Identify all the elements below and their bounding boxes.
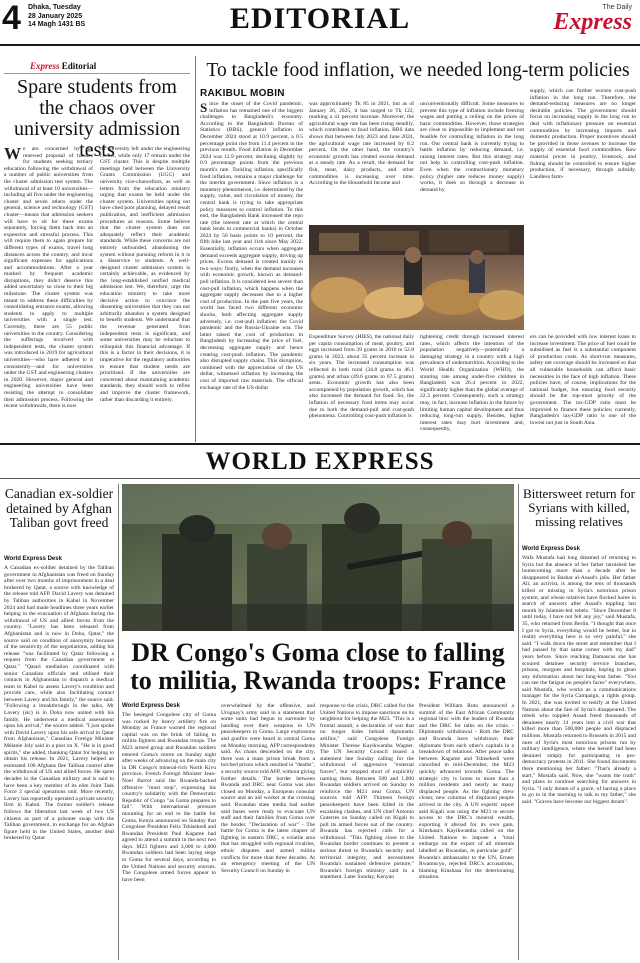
world-left-divider [118,484,119,960]
page-number: 4 [2,0,21,37]
world-banner-rule [0,478,640,479]
world-main-text-1: The besieged Congolese city of Goma was rocked by heavy artillery fire on Monday as France warned the regional capital was on the brink of falling to militia fighters and Rwandan troops. The M23 armed group and Rwandan soldiers entered Goma's centre on Sunday night after weeks of advancing on the main city in DR Congo's mineral-rich North Kivu province. French Foreign Minister Jean-Noel Barrot said the Rwanda-backed offensive "must stop", expressing his country's solidarity with the Democratic Republic of Congo "as Goma prepares to fall". With international pressure mounting for an end to the battle for Goma, Kenya announced on Sunday that Congolese President Felix Tshisekedi and Rwandan President Paul Kagame had agreed to attend a summit in the next two days. M23 fighters and 3,000 to 4,000 Rwandan soldiers had been laying siege to Goma for several days, according to the United Nations and security sources. The Congolese armed forces appear to have been [122,712,216,883]
world-main-text-3: response to the crisis, DRC called for the United Nations to impose sanctions on its neighbour for helping the M23. "This is a frontal assault, a declaration of war that no longer hides behind diplomatic artifice," said Congolese Foreign Minister Therese Kayikwamba Wagner. The UN Security Council issued a statement late Sunday calling for the withdrawal of aggressive "external forces", but stopped short of explicitly naming them. Between 500 and 1,000 Rwandan soldiers arrived on Sunday to reinforce the M23 near Goma, UN sources told AFP. Thirteen foreign peacekeepers have been killed in the escalating clashes, and UN chief Antonio Guterres on Sunday called on Kigali to pull its armed forces out of the country. Rwanda has rejected calls for a withdrawal. "This fighting close to the Rwandan border continues to present a serious threat to Rwanda's security and territorial integrity, and necessitates Rwanda's sustained defensive posture," Rwanda's foreign ministry said in a statement. Later Sunday, Kenyan [320,703,414,881]
section-title: EDITORIAL [229,2,411,35]
column-body-2: was approximately Tk 85 in 2021, but as of January 26, 2025, it has surged to Tk 122, marking a 41 percent increase. Moreover, the agricultural wage rate has been rising steadily, which contributes to food inflation. BBS data shows that between July 2023 and June 2024, the agricultural wage rate increased by 8.2 percent. On the other hand, the country's economic growth has created excess demand at a steady rate. As a result, the demand for fish, meat, dairy products, and other commodities is increasing over time. According to the Household Income and [309,101,414,187]
column-headline: To tackle food inflation, we needed long-term policies [206,60,630,81]
column-col-2 [309,101,414,221]
world-left-desk: World Express Desk [4,556,62,562]
editorial-headline: Spare students from the chaos over university admission tests [13,76,181,161]
column-body-2b: Expenditure Survey (HIES), the national daily per capita consumption of meat, poultry, and eggs increased from 39 grams in 2016 to 52.8 grams in 2022, about 35 percent increase in six years. The increased consumption was reflected in both rural (34.8 grams to 46.1 grams) and urban (49.6 grams to 67.5 grams) areas. Economic growth has also been accompanied by population growth, which has also increased the demand for food. So, the inflation of necessary food items may occur due to both the demand-pull and cost-push phenomena. Controlling cost-push inflation is [309,334,414,420]
world-left-body [4,565,114,959]
column-col-3 [420,101,524,221]
column-body-3: unconventionally difficult. Some measures to prevent this type of inflation include freezing wages and putting a ceiling on the prices of basic commodities. However, those strategies are close to impossible to implement and not feasible for controlling inflation in the long run. Our central bank is currently trying to battle inflation by reducing demand, i.e. raising interest rates. But this strategy may not help in controlling cost-push inflation. Even when the contractionary monetary policy (higher rate reduces money supply) works, it does so through a decrease in demand by [420,101,524,193]
editorial-col-1 [4,146,93,438]
masthead [0,0,640,44]
world-main-text-2: overwhelmed by the offensive, and Uruguay's army said in a statement that some units had begun to surrender by handing over their weapons to UN peacekeepers in Goma. Large explosions and gunfire were heard in central Goma on Monday morning, AFP correspondents said. As chaos descended on the city, there was a mass prison break from a torched prison which resulted in "deaths", a security source told AFP, without giving further details. The border between Rwanda and DRC near Goma was also closed on Monday, a European consular source and an aid worker at the crossing said. Rwandan state media had earlier said buses were ready to evacuate UN staff and their families from Goma over the border. "Declaration of war" - The battle for Goma is the latest chapter of fighting in eastern DRC, a volatile area that has struggled with regional rivalries, ethnic disputes and armed militia conflicts for more than three decades. At an emergency meeting of the UN Security Council on Sunday in [221,703,315,874]
column-col-3b [420,334,524,438]
world-left-headline: Canadian ex-soldier detained by Afghan Taliban govt freed [4,486,114,530]
world-main-col-2 [221,703,315,959]
column-col-4 [530,88,636,330]
market-stall-illustration [309,225,524,330]
column-body-4: supply, which can further worsen cost-push inflation in the long run. Therefore, the demand-reducing measures are no longer desirable policies. The government should focus on increasing supply in the long run to deal with inflationary pressure on essential commodities by increasing imports and domestic production. Proper incentives should be provided in those avenues to increase the supply of essential food commodities. Raw material prices in poultry, livestock, and fishing should be controlled to ensure higher production, if necessary, through subsidy. Landless farm- [530,88,636,180]
world-main-text-4: President William Ruto announced a summit of the East African Community regional bloc with the leaders of Rwanda and the DRC for talks on the crisis. - Diplomatic withdrawal - Both the DRC and Rwanda have withdrawn their diplomats from each other's capitals in a breakdown of relations. After peace talks between Kagame and Tshisekedi were cancelled in mid-December, the M23 quickly advanced towards Goma. The strategic city is home to more than a million residents and nearly as many displaced people. As the fighting drew closer, new columns of displaced people arrived in the city. A UN experts' report said Kigali was using the M23 to secure access to the DRC's mineral wealth, exporting it abroad for its own gain. Kinshasa's Kayikwamba called on the United Nations to impose a "total embargo on the export of all minerals labelled as Rwandan, in particular gold". Rwanda's ambassador to the UN, Ernest Rwamucyo, rejected DRC's accusations, blaming Kinshasa for the deteriorating situation. [419,703,514,881]
editorial-body-1: e are concerned by the renewed proposal of hassles for students seeking tertiary education following the withdrawal of a number of public universities from the cluster admission test system. The withdrawal of at least 10 universities—including all five under the engineering cluster and seven others under the general, science and technology (GST) cluster—means that admission seekers will have to sit for these exams separately, forcing them back into an expensive and stressful process. This will require them to again prepare for different types of exams, travel long distances across the country, and incur significant expenses for applications and accommodations. After a year marked by frequent academic disruptions, they didn't deserve this added uncertainty so close to their big milestone. The cluster system was meant to address these difficulties by consolidating entrance exams, allowing students to apply to multiple universities with a single test. Currently, there are 55 public universities in the country. Considering the sufferings involved with independent tests, the cluster system was introduced in 2019 for agricultural universities—who have adhered to it consistently—and for universities under the GST and engineering clusters in 2020. However, major general and engineering universities have been resisting the attempt to consolidate their admission process. Following the recent withdrawals, there is now [4,146,93,410]
paper-logo-top: The Daily [602,4,632,11]
world-main-desk: World Express Desk [122,703,180,709]
world-top-rule [0,443,640,445]
column-col-2b [309,334,414,438]
world-main-col-3 [320,703,414,959]
column-body-4b: ers can be provided with low interest loans to increase investment. The price of fuel could be subsidised as fuel is a substantial component of production costs. As short-run measures, safety net coverage should be increased so that all vulnerable households can afford basic necessities in the face of high inflation. These policies have, of course, implications for the national budget, but ensuring food security should be the top-most priority of the government. The tax-GDP ratio must be improved to finance these policies; currently, Bangladesh's tax-GDP ratio is one of the lowest not just in South Asia. [530,334,636,426]
world-right-desk: World Express Desk [522,546,580,552]
column-body-1: ince the onset of the Covid pandemic, inflation has remained one of the biggest challenges to Bangladesh's economy. According to the Bangladesh Bureau of Statistics (BBS), general inflation in December 2024 stood at 10.9 percent, a 0.5 percentage point rise from 11.4 percent in the previous month. Food inflation in December 2024 was 12.9 percent, declining slightly by 0.9 percentage points from the previous month's rate. Tackling inflation, specifically food inflation, remains a major challenge for the interim government. Since inflation is a monetary phenomenon, i.e. determined by the supply, value, and circulation of money, the central bank is trying to take appropriate policy measures to control inflation. To this end, the Bangladesh Bank increased the repo rate (the interest rate at which the central bank lends to commercial banks) in October 2024 by 50 basis points to 10 percent, the fifth hike last year and 11th since May 2022. Essentially, inflation occurs when aggregate demand exceeds aggregate supply, driving up prices. Excess demand is created mainly in two ways: firstly, when the demand increases with economic growth, known as demand-pull inflation. It is considered less severe than cost-pull inflation, which happens when the aggregate supply decreases due to a higher cost of production. In the past five years, the world has faced two different economic shocks, both affecting aggregate supply adversely, i.e. cost-pull inflation: the Covid pandemic and the Russia-Ukraine war. The latter raised the cost of production in Bangladesh by increasing the price of fuel, decreasing aggregate supply and hence creating cost-push inflation. The pandemic also disrupted supply chains. This disruption, combined with the appreciation of the US dollar, witnessed inflation by increasing the cost of imported raw materials. The official exchange rate of the US dollar [200,101,303,391]
bangla-date: 14 Magh 1431 BS [28,21,86,28]
world-main-col-4 [419,703,514,959]
editorial-divider [195,56,196,442]
editorial-label-rule [4,73,190,74]
paper-logo [553,4,632,33]
column-body-3b: tightening credit through increased interest rates, which affects the intention of the population negatively—potentially a damaging strategy in a country with a high prevalence of undernutrition. According to the World Health Organization (WHO), the stunting rate among under-five children in Bangladesh was 26.4 percent in 2022, significantly higher than the global average of 22.3 percent. Consequently, such a strategy may, in fact, increase inflation in the future by limiting human capital development and thus reducing long-run supply. Besides, higher interest rates may hurt investment and, consequently, [420,334,524,433]
soldiers-illustration [122,484,514,631]
column-photo-food-market [309,225,524,330]
world-banner: WORLD EXPRESS [205,448,435,475]
editorial-body-2: no university left under the engineering cluster, while only 17 remain under the GST cluster. This is despite multiple meetings held between the University Grants Commission (UGC) and university vice-chancellors, as well as letters from the education ministry urging that exams be held under the cluster system. Universities opting out have cited poor planning, delayed result publication, and inefficient admission procedures as reasons. Some believe that the cluster system does not adequately reflect their academic standards. While these concerns are not entirely unfounded, abandoning the system without pursuing reform in it is a disservice to students. A well-designed cluster admission system is certainly achievable, as evidenced by the long-established unified medical admission test. We, therefore, urge the education ministry to take more decisive action to convince the dissenting universities that they can not arbitrarily abandon a system designed to benefit students. We understand that the revenue generated from independent tests is significant, and some universities may be reluctant to relinquish this financial advantage. If this is a factor in their decisions, it is imperative for the regulatory authorities to ensure that student needs are prioritised. If the universities are concerned about maintaining academic standards, they should work to refine and improve the cluster framework, rather than discarding it entirely. [100,146,190,403]
world-right-headline: Bittersweet return for Syrians with killed, missing relatives [523,486,635,529]
editorial-label-text: Editorial [61,61,97,71]
world-right-divider [518,484,519,960]
column-dropcap: S [200,101,208,115]
world-left-text: A Canadian ex-soldier detained by the Taliban government in Afghanistan was freed on Sunday after over two months of imprisonment in a deal brokered by Qatar, a source with knowledge of the release told AFP. David Lavery was detained by Taliban authorities in Kabul in November 2024 and had made headlines three years earlier helping in the evacuation of Afghans during the withdrawal of US and allied forces from the country. "Lavery has been released from Afghanistan and is now in Doha, Qatar," the source said on condition of anonymity because of the sensitivity of the negotiations, adding his release "was facilitated by Qatar following a request from the Canadian government to Qatar." "Qatari mediation coordinated with senior Canadian officials and utilised their contacts in Afghanistan to dispatch a medical team to Kabul to assess Lavery's condition and provide care, while also facilitating contact between Lavery and his family," the source said. "Following a breakthrough in the talks, Mr Lavery (sic) is in Doha now united with his family. He underwent a medical assessment upon his arrival," the source added. "I just spoke with David Lavery upon his safe arrival in Qatar from Afghanistan," Canadian Foreign Minister Mélanie Joly said in a post on X. "He is in good spirits," she added, thanking Qatar for helping to obtain his release. In 2021, Lavery helped an estimated 100 Afghans flee Taliban control after the withdrawal of US and allied forces. He spent decades in the Canadian military and is said to have been a key member of its elite Joint Task Force 2 special operations unit. More recently, Lavery has reportedly operated a private security firm in Kabul. The former soldier's release follows the liberation last week of two US citizens as part of a prisoner swap with the Taliban government, in exchange for an Afghan figure held in the United States, another deal brokered by Qatar. [4,565,114,842]
column-col-4b [530,334,636,438]
editorial-label-brand: Express [30,61,60,71]
world-right-body [522,555,636,959]
column-col-1 [200,101,303,438]
editorial-dropcap: W [4,146,21,163]
column-author: RAKIBUL MOBIN [200,88,285,99]
city-date: Dhaka, Tuesday [28,4,81,11]
paper-logo-name: Express [553,9,632,35]
issue-date: 28 January 2025 [28,12,83,20]
goma-soldiers-photo [122,484,514,631]
editorial-label [30,61,96,71]
world-right-text: Wafa Mustafa had long dreamed of returning to Syria but the absence of her father tarnished her homecoming more than a decade after he disappeared in Bashar al-Assad's jails. Her father Ali, an activist, is among the tens of thousands killed or missing in Syria's notorious prison system, and whose relatives have flocked home in search of answers after Assad's toppling last month by Islamist-led rebels. "Since December 8 until today, I have not felt any joy," said Mustafa, 35, who returned from Berlin. "I thought that once I got to Syria, everything would be better, but in reality everything here is so very painful," she said. "I walk down the street and remember that I had passed by that same corner with my dad" years before. Since reaching Damascus she has scoured detainee security service branches, prisons, morgues and hospitals, hoping to glean any information about her long-lost father. "You can see the fatigue on people's faces" everywhere, said Mustafa, who works as a communications manager for the Syria Campaign, a rights group. In 2021, she was invited to testify at the United Nations about the fate of Syria's disappeared. The rebels who toppled Assad freed thousands of detainees nearly 14 years into a civil war that killed more than 500,000 people and displaced millions. Mustafa returned to Brussels in 2015 and ones of Syria's most notorious prisons run by military intelligence, where she herself had been detained simply for participating in pro-democracy protests in 2011. She found documents there mentioning her father: "That's already a start," Mustafa said. Now, she "wants the truth" and plans to continue searching for answers in Syria. "I only dream of a grave, of having a place to go to in the morning to talk to my father," she said. "Graves have become our biggest dream". [522,555,636,805]
editorial-col-2 [100,146,190,438]
world-main-col-1 [122,712,216,959]
world-main-headline: DR Congo's Goma close to falling to militia, Rwanda troops: France [130,638,506,695]
masthead-rule [0,44,640,46]
